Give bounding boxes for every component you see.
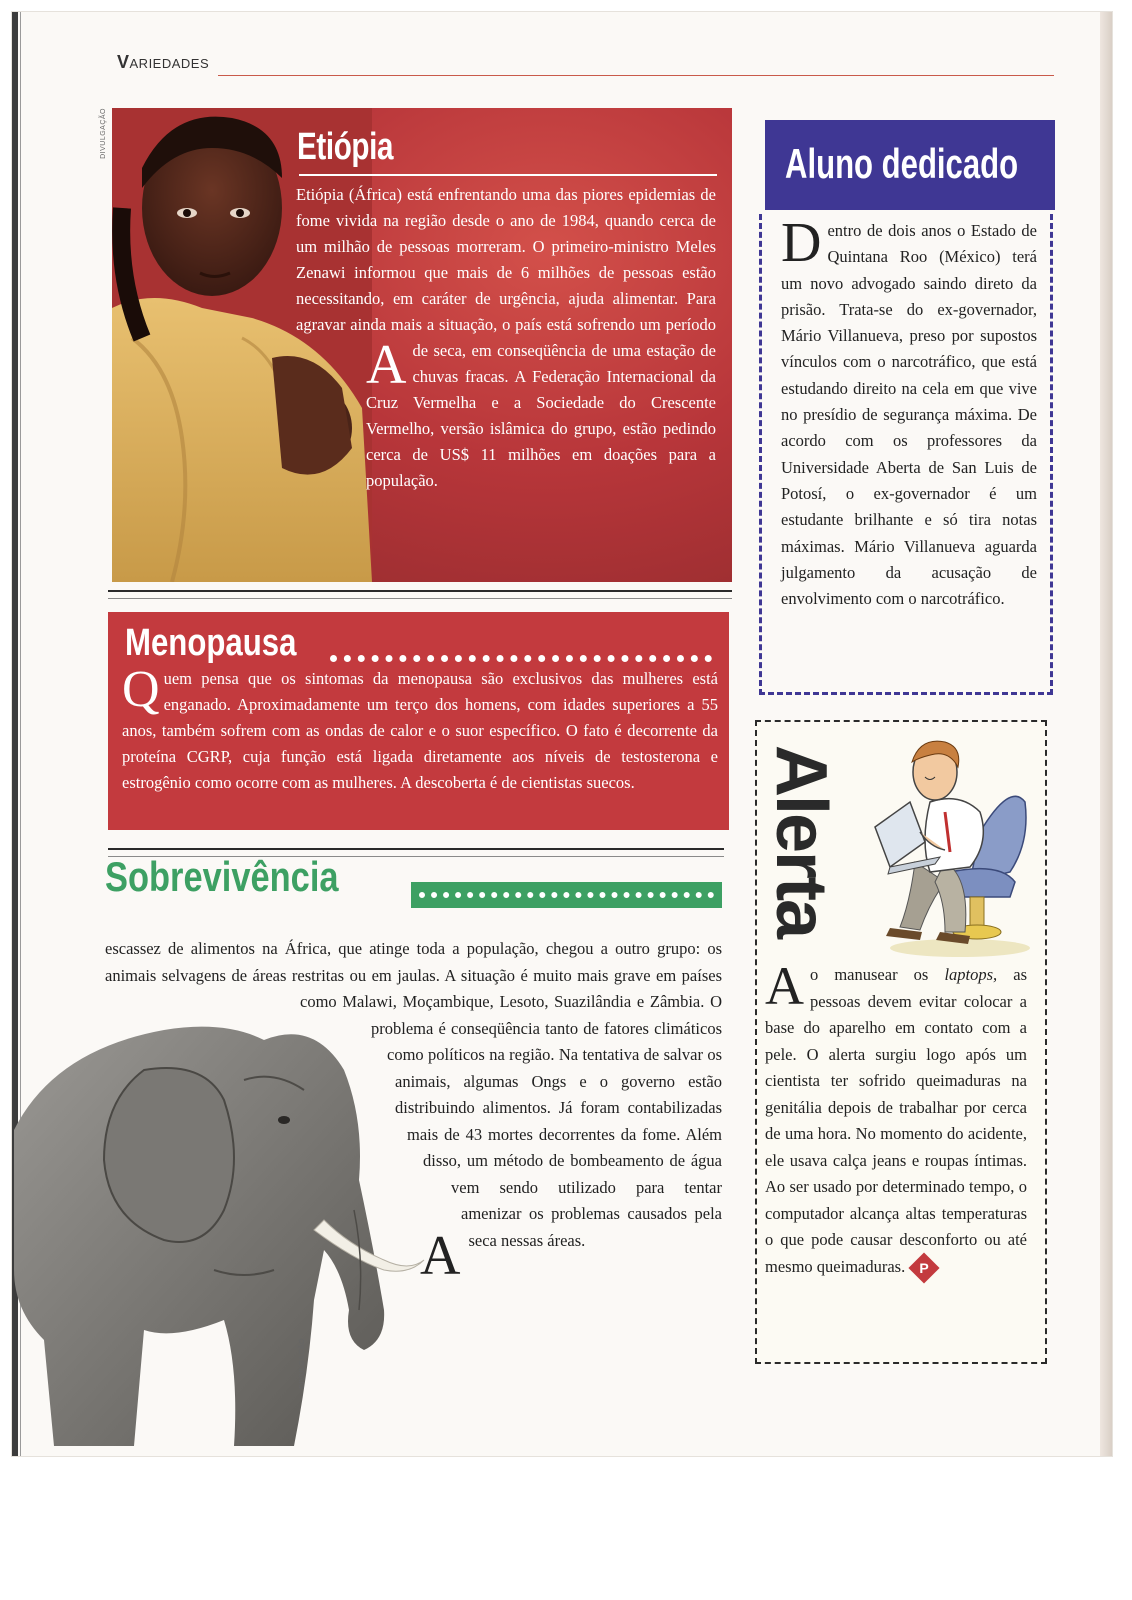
aluno-header — [765, 120, 1055, 210]
divider-1 — [108, 590, 732, 592]
ethiopia-dropcap: A — [366, 334, 407, 396]
sobrevivencia-text: escassez de alimentos na África, que atinge toda a população, chegou a outro grupo: os animais selvagens de áreas restritas ou em jaulas. A situação é muito mais grave em países como Malawi, Moçambique, Lesoto, Suazilândia e Zâmbia. O problema é conseqüência tanto de fatores climáticos como políticos na região. Na tentativa de salvar os animais, algumas Ongs e o governo estão distribuindo alimentos. Já foram contabilizadas mais de 43 mortes decorrentes da fome. Além disso, um método de bombeamento de água vem sendo utilizado para tentar amenizar os problemas causados pela seca nessas áreas. — [105, 939, 722, 1250]
alerta-text-italic: laptops, — [944, 965, 998, 984]
end-mark-icon: P — [909, 1252, 940, 1283]
alerta-title: Alerta — [761, 745, 841, 938]
sobrevivencia-body — [105, 936, 722, 1311]
sobrevivencia-title: Sobrevivência — [105, 853, 339, 900]
divider-1b — [108, 598, 732, 599]
photo-credit-elephant: DIVULGAÇÃO — [299, 1338, 306, 1389]
menopausa-title: Menopausa — [125, 622, 297, 664]
alerta-text-2: as pessoas devem evitar colocar a base do aparelho em contato com a pele. O alerta surgiu logo após um cientista ter sofrido queimaduras na genitália depois de trabalhar por cerca de uma hora. No momento do acidente, ele usava calça jeans e roupas íntimas. Ao ser usado por determinado tempo, o computador alcança altas temperaturas o que pode causar desconforto ou até mesmo queimaduras. — [765, 965, 1027, 1276]
aluno-body — [781, 212, 1037, 612]
alerta-dropcap: A — [765, 956, 804, 1016]
sobrevivencia-dropcap: A — [420, 1225, 461, 1287]
alerta-text-1: o manusear os — [810, 965, 945, 984]
sobrevivencia-dots — [419, 892, 714, 898]
ethiopia-article — [112, 108, 732, 582]
ethiopia-body — [296, 182, 716, 538]
aluno-text: entro de dois anos o Estado de Quintana Roo (México) terá um novo advogado saindo direto da prisão. Trata-se do ex-governador, Mário Villanueva, preso por supostos vínculos com o narcotráfico, que está estudando direito na cela em que vive no presídio de segurança máxima. De acordo com os professores da Universidade Aberta de San Luis de Potosí, o ex-governador é um estudante brilhante e só tira notas máximas. Mário Villanueva aguarda julgamento da acusação de envolvimento com o narcotráfico. — [781, 221, 1037, 609]
aluno-title: Aluno dedicado — [785, 140, 1019, 187]
ethiopia-title-rule — [299, 174, 717, 176]
photo-credit-top: DIVULGAÇÃO — [100, 108, 107, 159]
menopausa-dots — [330, 655, 712, 662]
menopausa-article — [108, 612, 729, 830]
ethiopia-title: Etiópia — [297, 126, 394, 168]
menopausa-text: uem pensa que os sintomas da menopausa são exclusivos das mulheres está enganado. Aproximadamente um terço dos homens, com idades superiores a 55 anos, também sofrem com as ondas de calor e o suor específico. O fato é decorrente da proteína CGRP, cuja função está ligada diretamente aos níveis de testosterona e estrogênio como ocorre com as mulheres. A descoberta é de cientistas suecos. — [122, 669, 718, 792]
menopausa-body — [122, 661, 718, 796]
ethiopia-text: Etiópia (África) está enfrentando uma das piores epidemias de fome vivida na região desde o ano de 1984, quando cerca de um milhão de pessoas morreram. O primeiro-ministro Meles Zenawi informou que mais de 6 milhões de pessoas estão necessitando, em caráter de urgência, ajuda alimentar. Para agravar ainda mais a situação, o país está sofrendo um período de seca, em conseqüência de uma estação de chuvas fracas. A Federação Internacional da Cruz Vermelha e a Sociedade do Crescente Vermelho, versão islâmica do grupo, estão pedindo cerca de US$ 11 milhões em doações para a população. — [296, 185, 716, 490]
section-rule — [218, 75, 1054, 76]
section-label: VARIEDADES — [117, 52, 210, 72]
laptop-man-illustration — [850, 732, 1040, 958]
alerta-body — [765, 956, 1027, 1280]
menopausa-dropcap: Q — [122, 661, 160, 718]
page-edge — [1100, 12, 1112, 1456]
divider-2 — [108, 848, 724, 850]
aluno-dropcap: D — [781, 212, 822, 274]
